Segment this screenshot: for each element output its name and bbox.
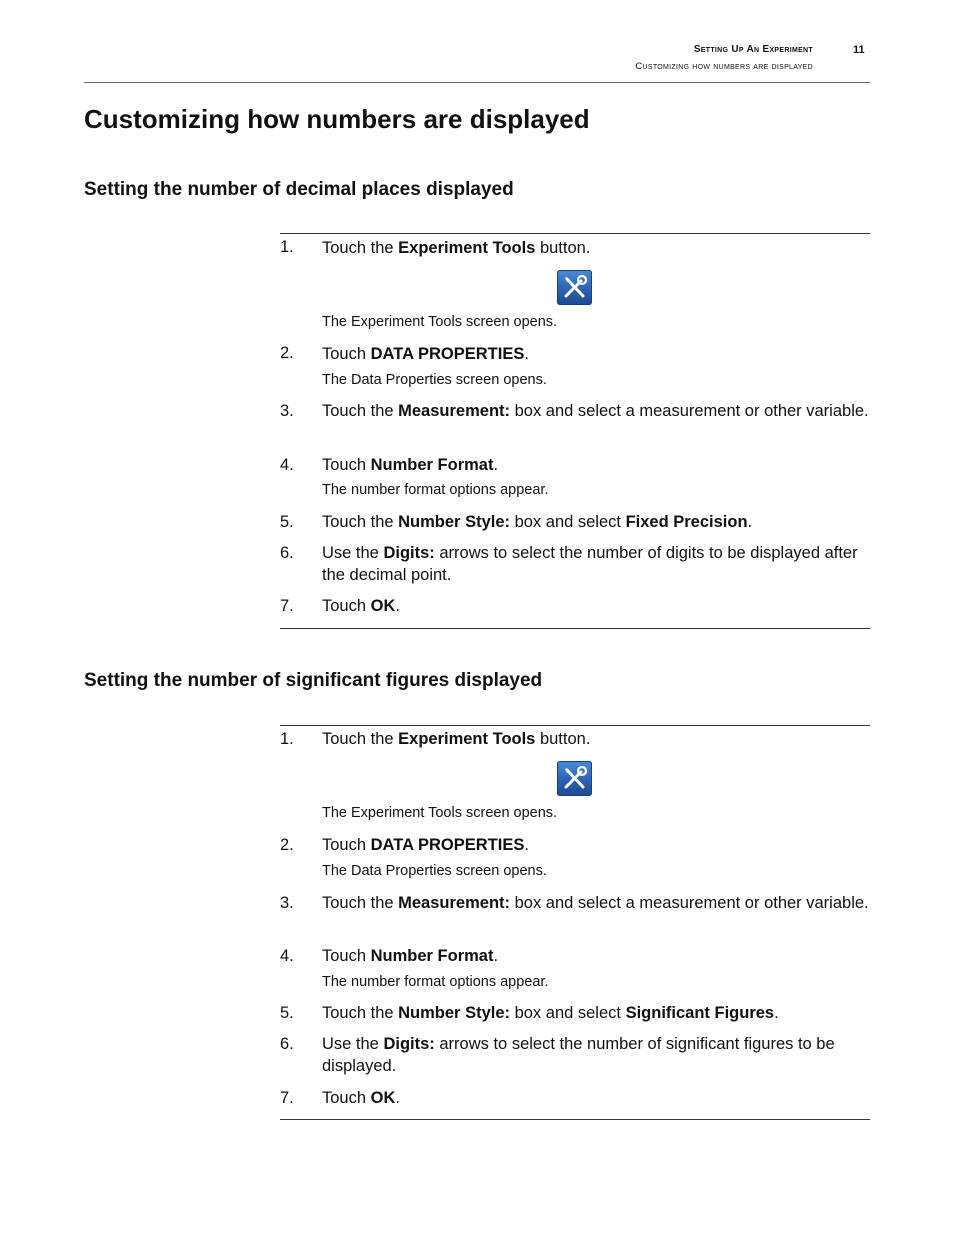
step-note: The number format options appear. — [322, 974, 549, 990]
step-text: Touch the Measurement: box and select a measurement or other variable. — [322, 402, 869, 420]
step-text: Touch DATA PROPERTIES. — [322, 345, 529, 363]
step-number: 5. — [280, 1004, 294, 1022]
header-divider — [84, 82, 870, 83]
step-number: 7. — [280, 597, 294, 615]
step-number: 4. — [280, 456, 294, 474]
page-title: Customizing how numbers are displayed — [84, 104, 590, 134]
step-text: Touch Number Format. — [322, 456, 499, 474]
step-text: Use the Digits: arrows to select the number of significant figures to be displayed. — [322, 1035, 835, 1075]
step-note: The Experiment Tools screen opens. — [322, 314, 558, 330]
step-number: 1. — [280, 238, 294, 256]
step-text: Touch OK. — [322, 1089, 400, 1107]
step-number: 2. — [280, 836, 294, 854]
section-heading-significant-figures: Setting the number of significant figures displayed — [84, 670, 543, 691]
step-note: The number format options appear. — [322, 482, 549, 498]
step-text: Touch Number Format. — [322, 947, 499, 965]
running-header-section: Setting Up An Experiment — [693, 44, 813, 55]
step-text: Touch the Number Style: box and select Fixed Precision. — [322, 513, 753, 531]
section-bottom-rule — [280, 1119, 870, 1120]
page-number: 11 — [853, 44, 865, 56]
step-number: 1. — [280, 730, 294, 748]
step-text: Use the Digits: arrows to select the number of digits to be displayed after the decimal point. — [322, 544, 858, 584]
step-note: The Data Properties screen opens. — [322, 372, 547, 388]
step-text: Touch the Measurement: box and select a measurement or other variable. — [322, 894, 869, 912]
section-bottom-rule — [280, 628, 870, 629]
section-top-rule — [280, 233, 870, 234]
wrench-screwdriver-icon — [557, 761, 592, 796]
step-text: Touch the Experiment Tools button. — [322, 730, 591, 748]
step-number: 3. — [280, 402, 294, 420]
step-text: Touch OK. — [322, 597, 400, 615]
running-header-subsection: Customizing how numbers are displayed — [635, 61, 813, 72]
section-top-rule — [280, 725, 870, 726]
step-number: 7. — [280, 1089, 294, 1107]
step-note: The Data Properties screen opens. — [322, 863, 547, 879]
section-heading-decimal-places: Setting the number of decimal places displayed — [84, 179, 514, 200]
step-number: 6. — [280, 1035, 294, 1053]
wrench-screwdriver-icon — [557, 270, 592, 305]
step-text: Touch the Experiment Tools button. — [322, 239, 591, 257]
step-note: The Experiment Tools screen opens. — [322, 805, 558, 821]
step-number: 3. — [280, 894, 294, 912]
step-number: 6. — [280, 544, 294, 562]
step-number: 2. — [280, 344, 294, 362]
step-number: 5. — [280, 513, 294, 531]
step-number: 4. — [280, 947, 294, 965]
step-text: Touch DATA PROPERTIES. — [322, 836, 529, 854]
step-text: Touch the Number Style: box and select Significant Figures. — [322, 1004, 779, 1022]
